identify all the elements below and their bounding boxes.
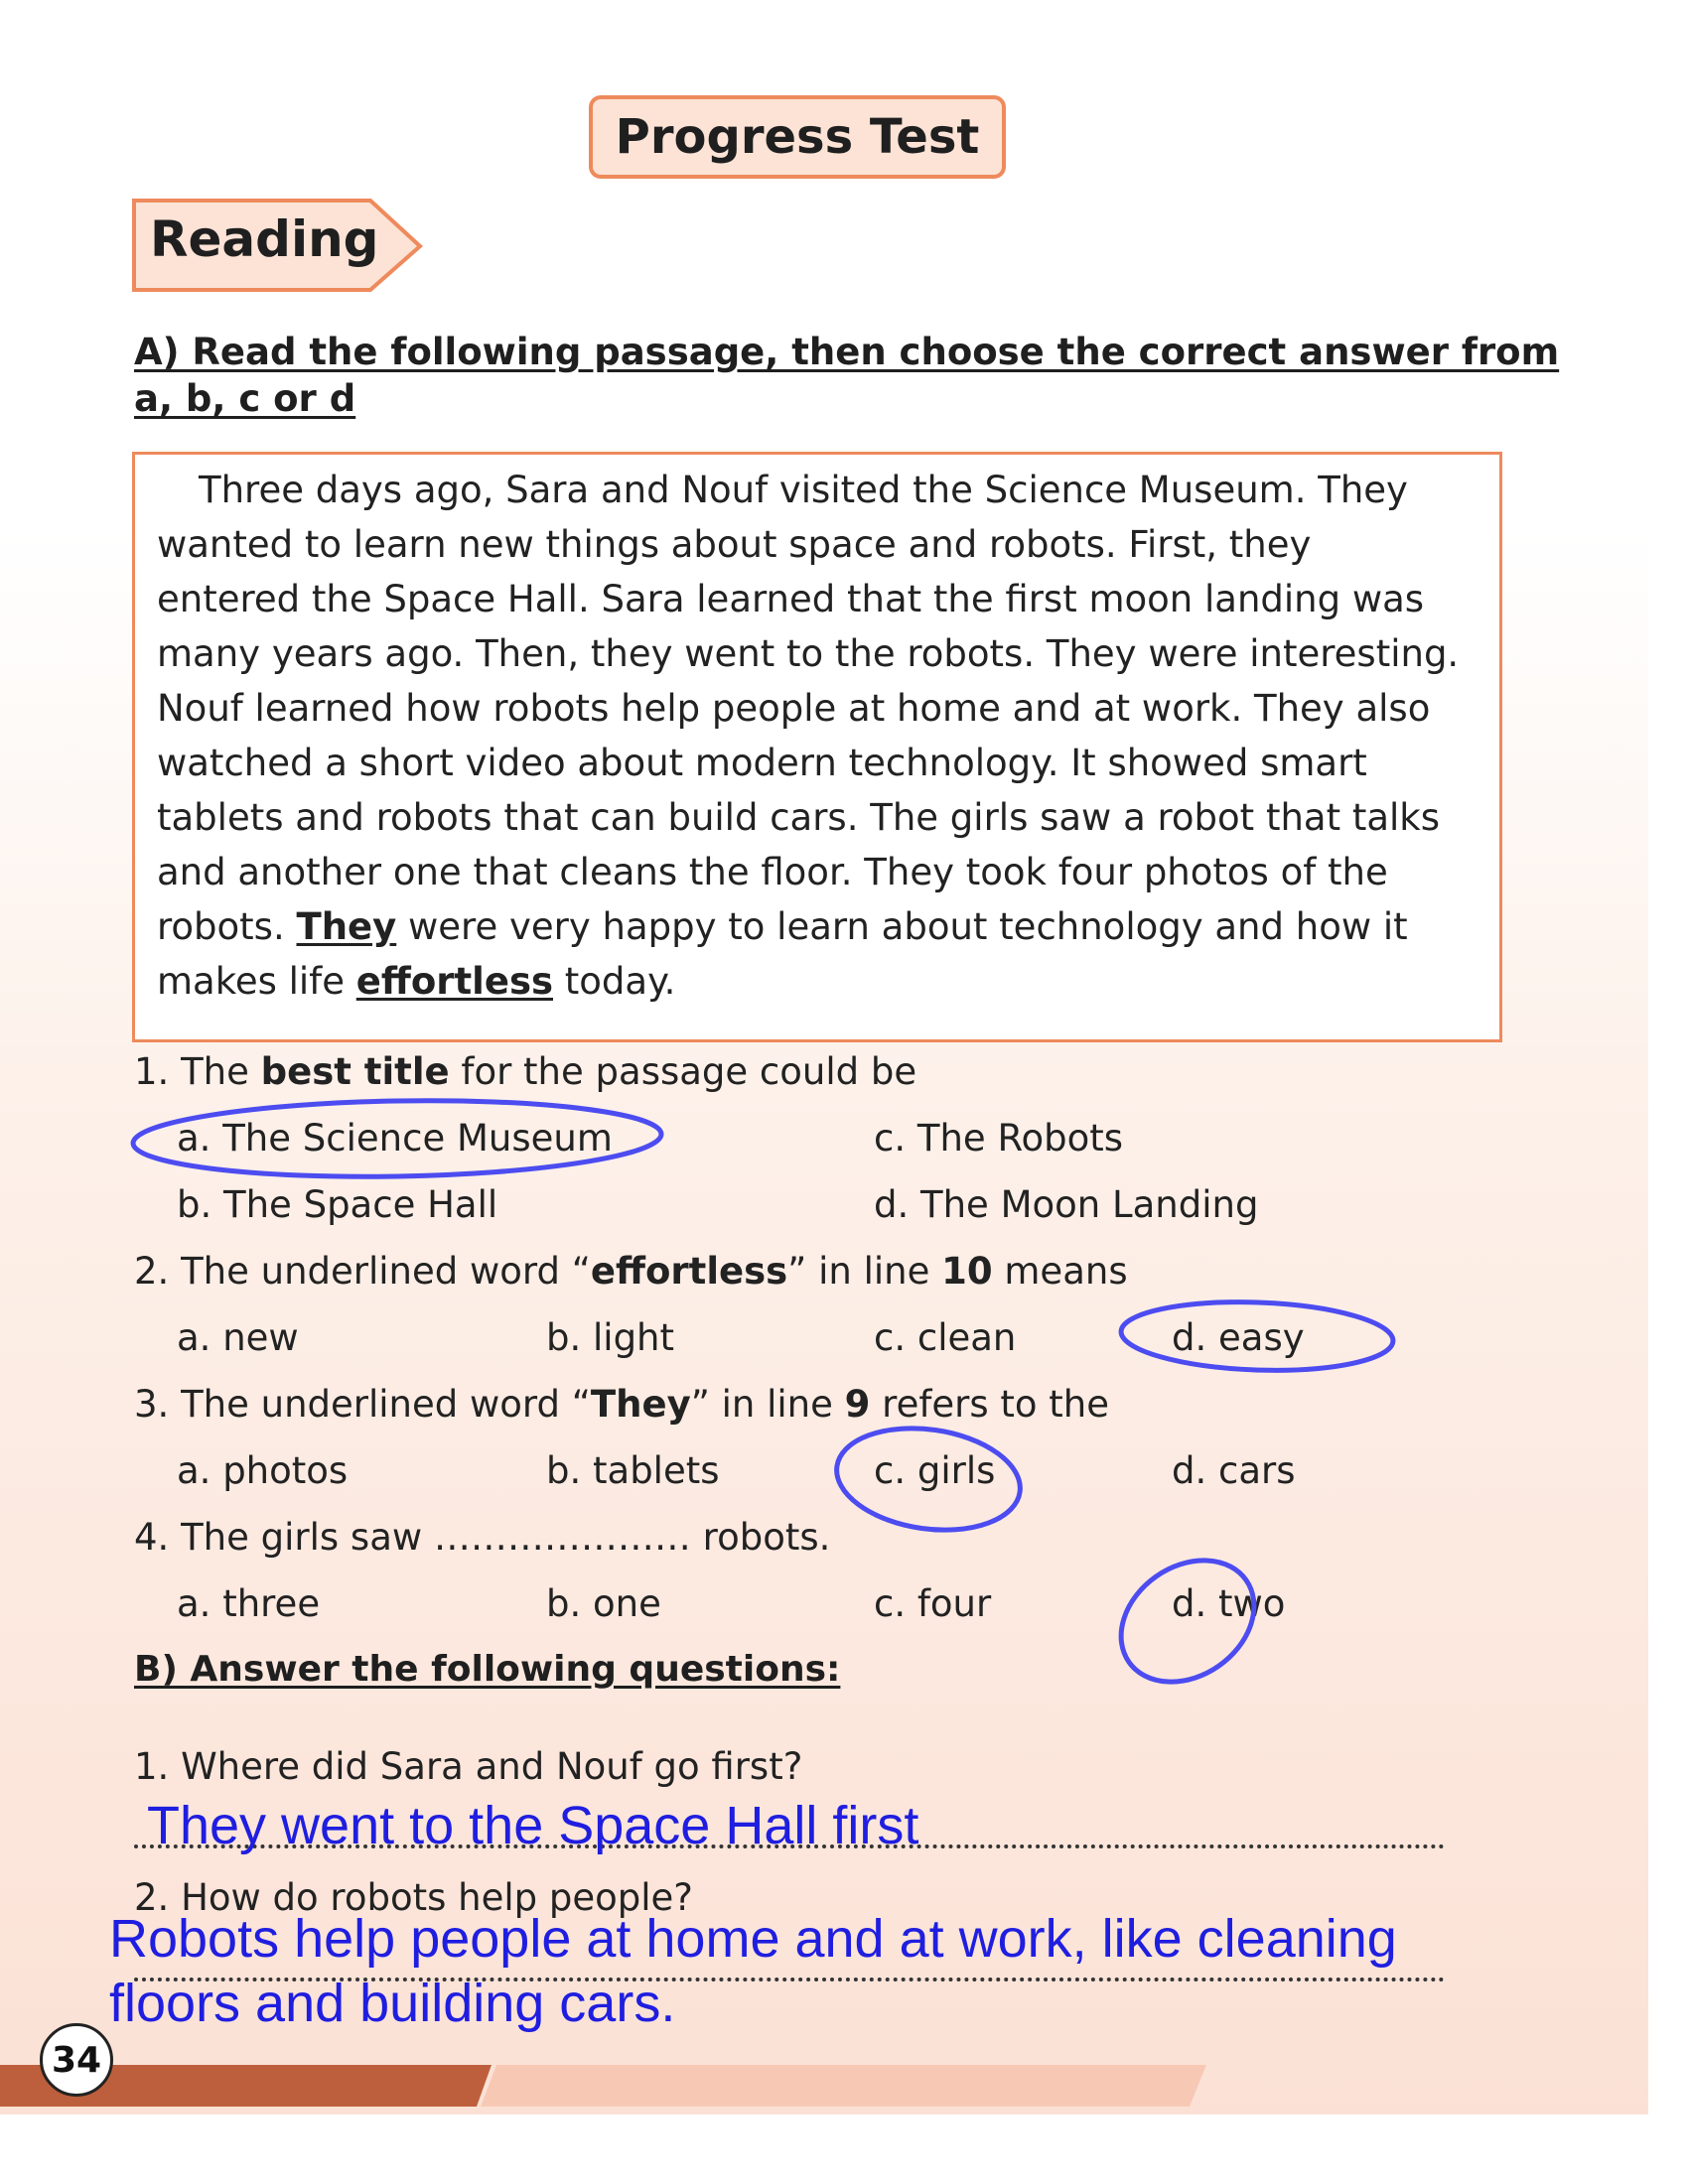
passage-line-6: watched a short video about modern technology. It showed smart — [157, 742, 1367, 784]
q3-option-d[interactable]: d. cars — [1172, 1449, 1296, 1492]
q3-option-a[interactable]: a. photos — [177, 1449, 349, 1492]
q1-option-b[interactable]: b. The Space Hall — [177, 1183, 498, 1226]
part-b-question-2: 2. How do robots help people? — [134, 1876, 693, 1919]
answer-circle-q3-c — [830, 1418, 1027, 1542]
q2-option-d[interactable]: d. easy — [1172, 1316, 1305, 1359]
q3-post: refers to the — [870, 1383, 1110, 1426]
passage-line-4: many years ago. Then, they went to the robots. They were interesting. — [157, 632, 1460, 675]
q2-mid: ” in line — [787, 1250, 942, 1293]
q4-option-c[interactable]: c. four — [874, 1582, 992, 1625]
passage-line-9-post: were very happy to learn about technology and how it — [396, 905, 1408, 948]
q2-num: 10 — [941, 1250, 993, 1293]
handwritten-answer-1: They went to the Space Hall first — [147, 1796, 919, 1855]
handwritten-answer-2-line1: Robots help people at home and at work, like cleaning — [109, 1909, 1397, 1969]
part-a-instruction-line2: a, b, c or d — [134, 377, 356, 420]
q4-option-b[interactable]: b. one — [546, 1582, 661, 1625]
passage-line-7: tablets and robots that can build cars. The girls saw a robot that talks — [157, 796, 1441, 839]
q4-option-d[interactable]: d. two — [1172, 1582, 1286, 1625]
footer-stripe-light — [481, 2065, 1206, 2107]
q2-option-c[interactable]: c. clean — [874, 1316, 1017, 1359]
q2-option-a[interactable]: a. new — [177, 1316, 299, 1359]
q1-post: for the passage could be — [449, 1050, 917, 1093]
part-b-question-1: 1. Where did Sara and Nouf go first? — [134, 1745, 803, 1788]
q2-pre: 2. The underlined word “ — [134, 1250, 591, 1293]
q3-num: 9 — [844, 1383, 871, 1426]
q1-option-d[interactable]: d. The Moon Landing — [874, 1183, 1259, 1226]
passage-line-10-pre: makes life — [157, 960, 356, 1003]
answer-circle-q1-a — [132, 1096, 661, 1180]
page-number: 34 — [40, 2023, 113, 2097]
passage-line-1: Three days ago, Sara and Nouf visited the Science Museum. They — [199, 469, 1408, 511]
q3-option-c[interactable]: c. girls — [874, 1449, 996, 1492]
underlined-word-they: They — [296, 905, 397, 948]
q3-mid: ” in line — [690, 1383, 845, 1426]
q4-option-a[interactable]: a. three — [177, 1582, 321, 1625]
q1-option-a[interactable]: a. The Science Museum — [177, 1117, 613, 1160]
answer-circle-q4-d — [1097, 1536, 1277, 1707]
q3-bold: They — [590, 1383, 691, 1426]
passage-line-9-pre: robots. — [157, 905, 297, 948]
q2-option-b[interactable]: b. light — [546, 1316, 675, 1359]
part-b-instruction: B) Answer the following questions: — [134, 1649, 841, 1690]
passage-line-5: Nouf learned how robots help people at home and at work. They also — [157, 687, 1431, 730]
passage-line-10-post: today. — [553, 960, 676, 1003]
section-label: Reading — [150, 210, 379, 268]
q1-pre: 1. The — [134, 1050, 261, 1093]
handwritten-answer-2-line2: floors and building cars. — [109, 1974, 676, 2033]
q2-bold: effortless — [590, 1250, 788, 1293]
passage-line-2: wanted to learn new things about space and robots. First, they — [157, 523, 1312, 566]
part-a-instruction-line1: A) Read the following passage, then choose the correct answer from — [134, 331, 1560, 373]
q2-post: means — [992, 1250, 1128, 1293]
underlined-word-effortless: effortless — [355, 960, 553, 1003]
passage-line-3: entered the Space Hall. Sara learned that the first moon landing was — [157, 578, 1425, 620]
q3-pre: 3. The underlined word “ — [134, 1383, 591, 1426]
q1-option-c[interactable]: c. The Robots — [874, 1117, 1124, 1160]
passage-line-8: and another one that cleans the floor. They took four photos of the — [157, 851, 1388, 893]
question-4: 4. The girls saw ………………… robots. — [134, 1516, 831, 1559]
answer-circle-q2-d — [1120, 1297, 1394, 1375]
q1-bold: best title — [260, 1050, 450, 1093]
page-title: Progress Test — [589, 95, 1006, 179]
q3-option-b[interactable]: b. tablets — [546, 1449, 720, 1492]
